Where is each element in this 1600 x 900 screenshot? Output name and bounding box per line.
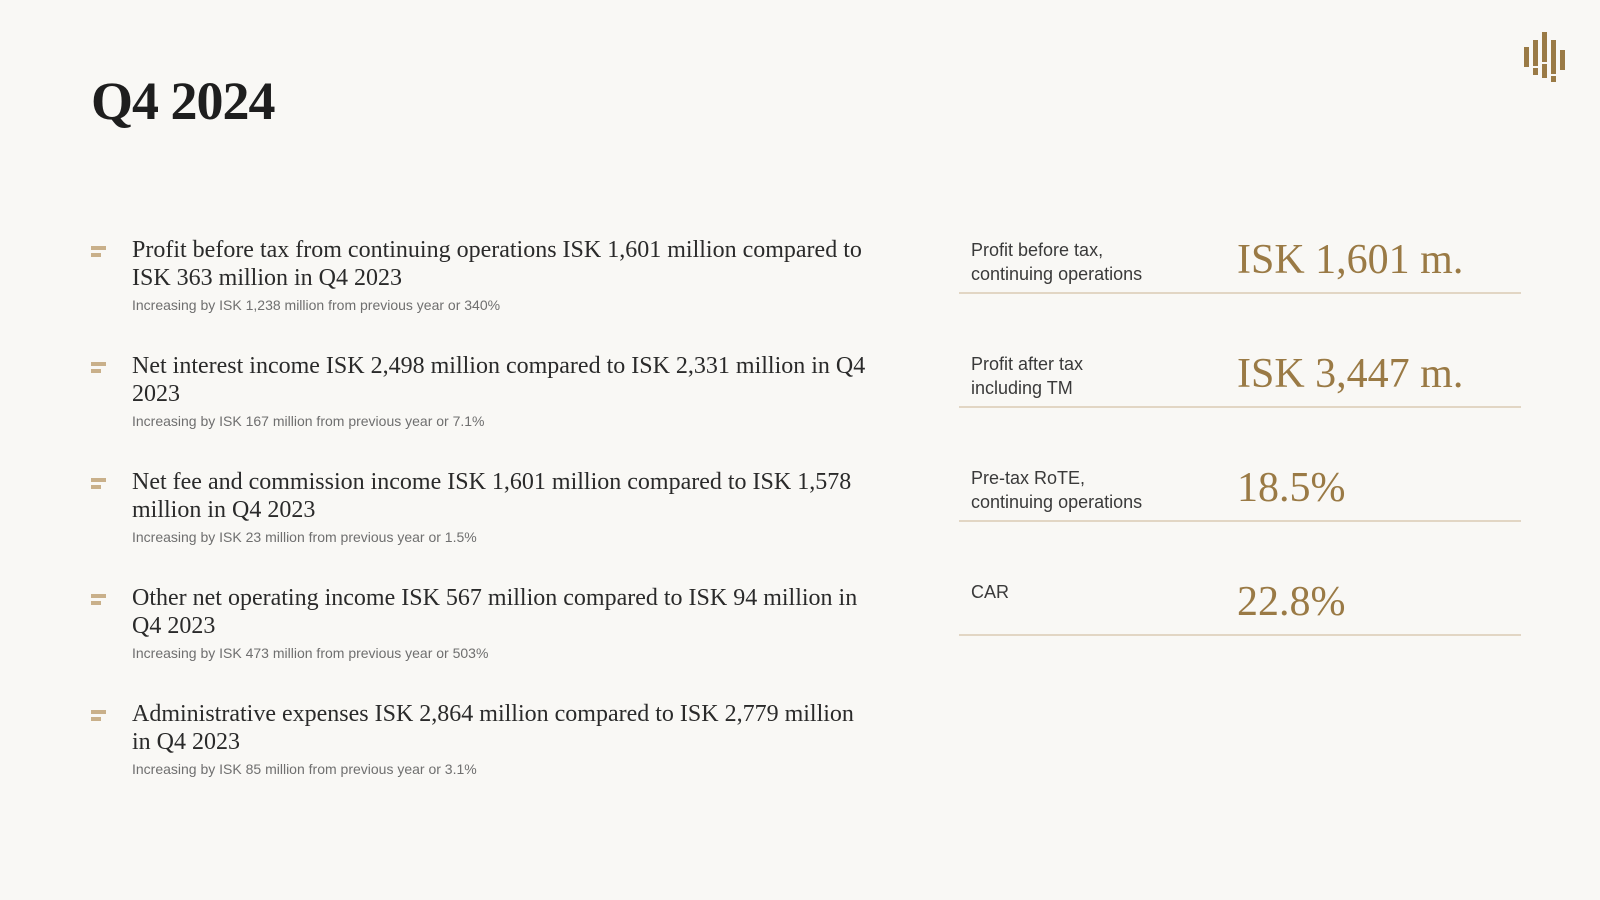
bullet-icon — [91, 362, 107, 374]
highlight-item — [91, 584, 871, 700]
kpi-label-line: continuing operations — [971, 264, 1143, 284]
kpi-label — [971, 238, 1211, 286]
kpi-label-line: Pre-tax RoTE, — [971, 468, 1086, 488]
highlight-subtext: Increasing by ISK 85 million from previous year or 3.1% — [132, 761, 477, 777]
highlights-list — [91, 236, 871, 816]
kpi-divider — [959, 292, 1521, 294]
kpi-row — [959, 576, 1521, 690]
highlight-text: Administrative expenses ISK 2,864 million compared to ISK 2,779 million in Q4 2023 — [132, 701, 854, 755]
bullet-icon — [91, 710, 107, 722]
slide-title: Q4 2024 — [91, 71, 275, 131]
highlight-item — [91, 700, 871, 816]
highlight-text: Net interest income ISK 2,498 million compared to ISK 2,331 million in Q4 2023 — [132, 353, 866, 407]
highlight-subtext: Increasing by ISK 23 million from previous year or 1.5% — [132, 529, 477, 545]
kpi-divider — [959, 406, 1521, 408]
kpi-row — [959, 348, 1521, 462]
highlight-text: Other net operating income ISK 567 million compared to ISK 94 million in Q4 2023 — [132, 585, 858, 639]
bullet-icon — [91, 594, 107, 606]
kpi-value: ISK 1,601 m. — [1237, 237, 1464, 283]
kpi-row — [959, 234, 1521, 348]
kpi-value: 22.8% — [1237, 579, 1346, 625]
kpi-divider — [959, 520, 1521, 522]
bullet-icon — [91, 246, 107, 258]
kpi-value: 18.5% — [1237, 465, 1346, 511]
kpi-panel — [959, 234, 1521, 690]
highlight-subtext: Increasing by ISK 167 million from previous year or 7.1% — [132, 413, 485, 429]
kpi-value: ISK 3,447 m. — [1237, 351, 1464, 397]
highlight-subtext: Increasing by ISK 1,238 million from previous year or 340% — [132, 297, 501, 313]
highlight-item — [91, 352, 871, 468]
kpi-row — [959, 462, 1521, 576]
highlight-subtext: Increasing by ISK 473 million from previous year or 503% — [132, 645, 489, 661]
kpi-label-line: Profit after tax — [971, 354, 1084, 374]
highlight-item — [91, 236, 871, 352]
kpi-label-line: continuing operations — [971, 492, 1143, 512]
kpi-label-line: Profit before tax, — [971, 240, 1104, 260]
kpi-label — [971, 580, 1211, 604]
kpi-label — [971, 466, 1211, 514]
kpi-label-line: including TM — [971, 378, 1073, 398]
bullet-icon — [91, 478, 107, 490]
kpi-label-line: CAR — [971, 582, 1010, 602]
highlight-text: Net fee and commission income ISK 1,601 million compared to ISK 1,578 million in Q4 2023 — [132, 469, 852, 523]
highlight-item — [91, 468, 871, 584]
kpi-label — [971, 352, 1211, 400]
bank-logo-icon — [1524, 32, 1568, 82]
highlight-text: Profit before tax from continuing operations ISK 1,601 million compared to ISK 363 million in Q4 2023 — [132, 237, 862, 291]
kpi-divider — [959, 634, 1521, 636]
